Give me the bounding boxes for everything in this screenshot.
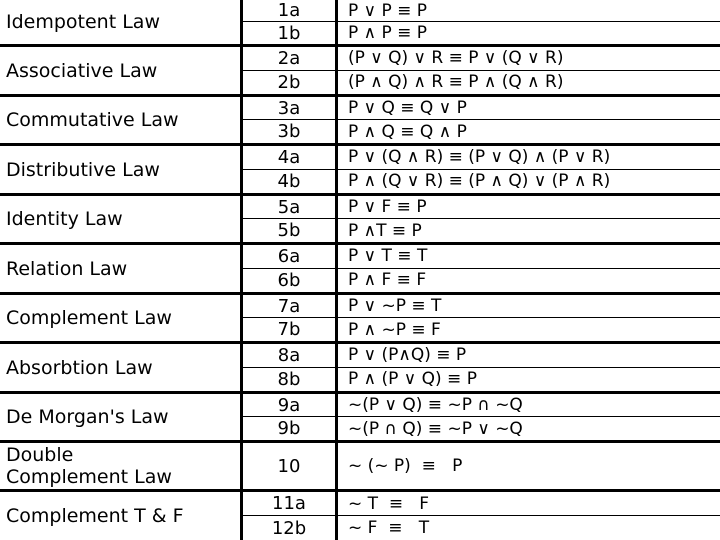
- rule-number: 4a: [243, 146, 338, 169]
- law-group: [0, 245, 720, 295]
- rule-expression: ~ T ≡ F: [348, 493, 430, 514]
- law-row: [243, 196, 720, 219]
- law-row: [243, 269, 720, 293]
- rule-expression: P ∧ ~P ≡ F: [348, 319, 441, 340]
- rule-expression: P ∧ (P ∨ Q) ≡ P: [348, 369, 477, 390]
- law-group: [0, 0, 720, 47]
- law-row: [243, 394, 720, 417]
- rule-number: 6b: [243, 269, 338, 293]
- rule-expression: P ∨ Q ≡ Q ∨ P: [348, 98, 467, 118]
- rule-number: 11a: [243, 492, 338, 515]
- rule-expression: (P ∧ Q) ∧ R ≡ P ∧ (Q ∧ R): [348, 72, 564, 93]
- law-row: [243, 295, 720, 318]
- law-row: [243, 443, 720, 489]
- rule-expression: ~ F ≡ T: [348, 518, 430, 538]
- rule-number: 12b: [243, 516, 338, 540]
- law-row: [243, 97, 720, 120]
- law-name: Complement Law: [0, 295, 243, 341]
- rule-number: 3b: [243, 120, 338, 143]
- law-row: [243, 318, 720, 341]
- law-name: Complement T & F: [0, 492, 243, 540]
- rule-number: 8b: [243, 368, 338, 392]
- rule-number: 7a: [243, 295, 338, 317]
- rule-expression: P ∧ P ≡ P: [348, 23, 428, 43]
- rule-number: 10: [243, 443, 338, 489]
- law-row: [243, 219, 720, 242]
- law-group: [0, 47, 720, 97]
- law-row: [243, 146, 720, 170]
- rule-number: 3a: [243, 97, 338, 119]
- law-name: Distributive Law: [0, 146, 243, 193]
- rule-expression: ~ (~ P) ≡ P: [348, 456, 463, 476]
- law-row: [243, 245, 720, 269]
- law-row: [243, 0, 720, 22]
- law-group: [0, 146, 720, 196]
- rule-expression: P ∧ (Q ∨ R) ≡ (P ∧ Q) ∨ (P ∧ R): [348, 171, 611, 192]
- rule-number: 1a: [243, 0, 338, 21]
- rule-number: 7b: [243, 318, 338, 341]
- law-name: Associative Law: [0, 47, 243, 94]
- rule-expression: P ∨ ~P ≡ T: [348, 296, 442, 316]
- law-name: Absorbtion Law: [0, 344, 243, 391]
- law-row: [243, 344, 720, 368]
- rule-number: 5b: [243, 219, 338, 242]
- law-name: Relation Law: [0, 245, 243, 292]
- rule-number: 1b: [243, 22, 338, 44]
- law-row: [243, 170, 720, 194]
- rule-expression: P ∨ P ≡ P: [348, 0, 428, 21]
- rule-number: 4b: [243, 170, 338, 194]
- law-name: Double Complement Law: [0, 443, 243, 489]
- rule-number: 5a: [243, 196, 338, 218]
- law-name: Identity Law: [0, 196, 243, 242]
- law-group: [0, 295, 720, 344]
- law-row: [243, 120, 720, 143]
- law-row: [243, 516, 720, 540]
- law-group: [0, 492, 720, 540]
- rule-expression: P ∧ F ≡ F: [348, 270, 427, 291]
- rule-expression: P ∧ Q ≡ Q ∧ P: [348, 121, 467, 142]
- law-row: [243, 71, 720, 95]
- law-group: [0, 394, 720, 443]
- law-row: [243, 368, 720, 392]
- rule-expression: P ∨ T ≡ T: [348, 246, 428, 267]
- rule-number: 9a: [243, 394, 338, 416]
- law-row: [243, 417, 720, 440]
- rule-expression: P ∨ F ≡ P: [348, 197, 427, 217]
- rule-number: 8a: [243, 344, 338, 367]
- rule-expression: (P ∨ Q) ∨ R ≡ P ∨ (Q ∨ R): [348, 48, 564, 69]
- law-group: [0, 344, 720, 394]
- rule-expression: P ∨ (Q ∧ R) ≡ (P ∨ Q) ∧ (P ∨ R): [348, 147, 611, 168]
- law-name: Commutative Law: [0, 97, 243, 143]
- law-group: [0, 97, 720, 146]
- rule-expression: P ∨ (P∧Q) ≡ P: [348, 345, 467, 366]
- rule-number: 2a: [243, 47, 338, 70]
- law-group: [0, 196, 720, 245]
- law-name: De Morgan's Law: [0, 394, 243, 440]
- rule-expression: ~(P ∨ Q) ≡ ~P ∩ ~Q: [348, 395, 523, 415]
- law-row: [243, 22, 720, 44]
- rule-expression: P ∧T ≡ P: [348, 220, 422, 241]
- law-row: [243, 47, 720, 71]
- rule-number: 9b: [243, 417, 338, 440]
- rule-number: 6a: [243, 245, 338, 268]
- law-group: [0, 443, 720, 492]
- law-name: Idempotent Law: [0, 0, 243, 44]
- rule-number: 2b: [243, 71, 338, 95]
- law-row: [243, 492, 720, 516]
- rule-expression: ~(P ∩ Q) ≡ ~P ∨ ~Q: [348, 418, 523, 439]
